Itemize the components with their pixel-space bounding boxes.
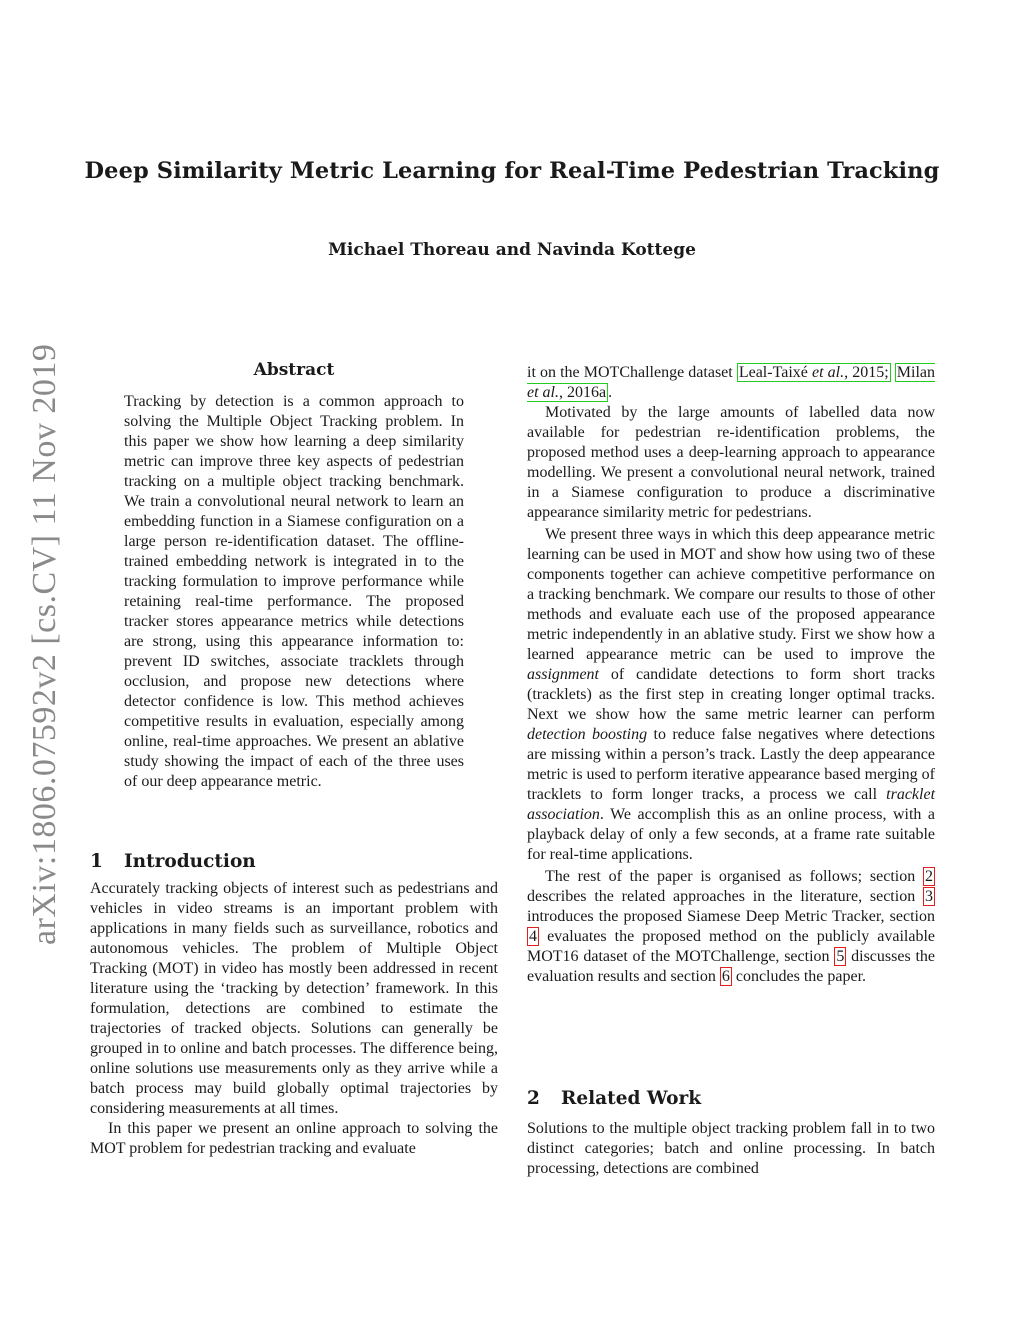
text-span: . [608, 384, 613, 401]
related-work-column [527, 1119, 935, 1179]
section-heading-introduction [90, 850, 498, 874]
text-span: . We accomplish this as an online process, with a playback delay of only a few seconds, at a frame rate suitable for real-time applications. [527, 806, 935, 863]
intro-paragraph-3: Motivated by the large amounts of labelled data now available for pedestrian re-identification problems, the proposed method uses a deep-learning approach to appearance modelling. We present a convolutional neural network, trained in a Siamese configuration to produce a discriminative appearance similarity metric for pedestrians. [527, 404, 935, 521]
section-ref-link[interactable]: 6 [721, 968, 730, 985]
cite-author: Milan [896, 364, 935, 381]
cite-etal: et al. [527, 384, 559, 401]
citation-link[interactable] [737, 363, 891, 382]
abstract-heading: Abstract [253, 360, 335, 380]
cite-author: Leal-Taixé [738, 364, 808, 381]
intro-left-column [90, 879, 498, 1159]
emphasis: tracklet association [527, 786, 936, 823]
section-number: 1 [90, 851, 103, 872]
cite-year: , 2016a [559, 384, 607, 401]
paper-title: Deep Similarity Metric Learning for Real-Time Pedestrian Tracking [84, 158, 940, 184]
paper-authors: Michael Thoreau and Navinda Kottege [328, 240, 696, 260]
section-number: 2 [527, 1088, 540, 1109]
text-span: concludes the paper. [735, 968, 867, 985]
text-span: evaluates the proposed method on the publicly available MOT16 dataset of the MOTChallenge, section [527, 928, 936, 965]
text-span: it on the MOTChallenge dataset [527, 364, 733, 381]
text-span: discusses the evaluation results and section [527, 948, 936, 985]
emphasis: detection boosting [527, 726, 648, 743]
text-span: We present three ways in which this deep appearance metric learning can be used in MOT and show how using two of these components together can achieve competitive performance on a tracking benchmark. We compare our results to those of other methods and evaluate each use of the proposed appearance metric independently in an ablative study. First we show how a learned appearance metric can be used to improve the [527, 526, 935, 663]
section-ref-link[interactable]: 5 [836, 948, 845, 965]
text-span: of candidate detections to form short tracks (tracklets) as the first step in creating longer optimal tracks. Next we show how the same metric learner can perform [527, 666, 935, 723]
intro-paragraph-1: Accurately tracking objects of interest such as pedestrians and vehicles in video streams is an important problem with applications in many fields such as surveillance, robotics and autonomous vehicles. The problem of Multiple Object Tracking (MOT) in video has mostly been addressed in recent literature using the ‘tracking by detection’ framework. In this formulation, detections are combined to estimate the trajectories of tracked objects. Solutions can generally be grouped in to online and batch processes. The difference being, online solutions use measurements only as they arrive while a batch process may build globally optimal trajectories by considering measurements at all times. [90, 880, 498, 1117]
abstract-text: Tracking by detection is a common approach to solving the Multiple Object Tracking problem. In this paper we show how learning a deep similarity metric can improve three key aspects of pedestrian tracking on a multiple object tracking benchmark. We train a convolutional neural network to learn an embedding function in a Siamese configuration on a large person re-identification dataset. The offline-trained embedding network is integrated in to the tracking formulation to improve performance while retaining real-time performance. The proposed tracker stores appearance metrics while detections are strong, using this appearance information to: prevent ID switches, associate tracklets through occlusion, and propose new detections where detector confidence is low. This method achieves competitive results in evaluation, especially among online, real-time approaches. We present an ablative study showing the impact of each of the three uses of our deep appearance metric. [124, 393, 464, 790]
section-ref-link[interactable]: 2 [925, 868, 934, 885]
section-heading-related-work [527, 1087, 935, 1111]
text-span: to reduce false negatives where detections are missing within a person’s track. Lastly the deep appearance metric is used to perform iterative appearance based merging of tracklets to form longer tracks, a process we call [527, 726, 936, 803]
related-paragraph-1: Solutions to the multiple object tracking problem fall in to two distinct categories; batch and online processing. In batch processing, detections are combined [527, 1120, 935, 1177]
cite-etal: et al. [812, 364, 845, 381]
right-column [527, 363, 935, 987]
cite-year: , 2015; [844, 364, 889, 381]
intro-paragraph-5 [527, 867, 935, 987]
intro-paragraph-2: In this paper we present an online approach to solving the MOT problem for pedestrian tracking and evaluate [90, 1120, 498, 1157]
section-ref-link[interactable]: 3 [925, 888, 933, 905]
section-ref-link[interactable]: 4 [529, 928, 537, 945]
text-span: describes the related approaches in the literature, section [527, 888, 916, 905]
intro-paragraph-4 [527, 525, 935, 865]
section-title: Related Work [561, 1088, 702, 1109]
text-span: The rest of the paper is organised as follows; section [545, 868, 916, 885]
section-title: Introduction [124, 851, 256, 872]
text-span: introduces the proposed Siamese Deep Metric Tracker, section [527, 908, 935, 925]
intro-paragraph-2-continued [527, 363, 935, 403]
arxiv-identifier: arXiv:1806.07592v2 [cs.CV] 11 Nov 2019 [26, 343, 63, 945]
emphasis: assignment [527, 666, 599, 683]
